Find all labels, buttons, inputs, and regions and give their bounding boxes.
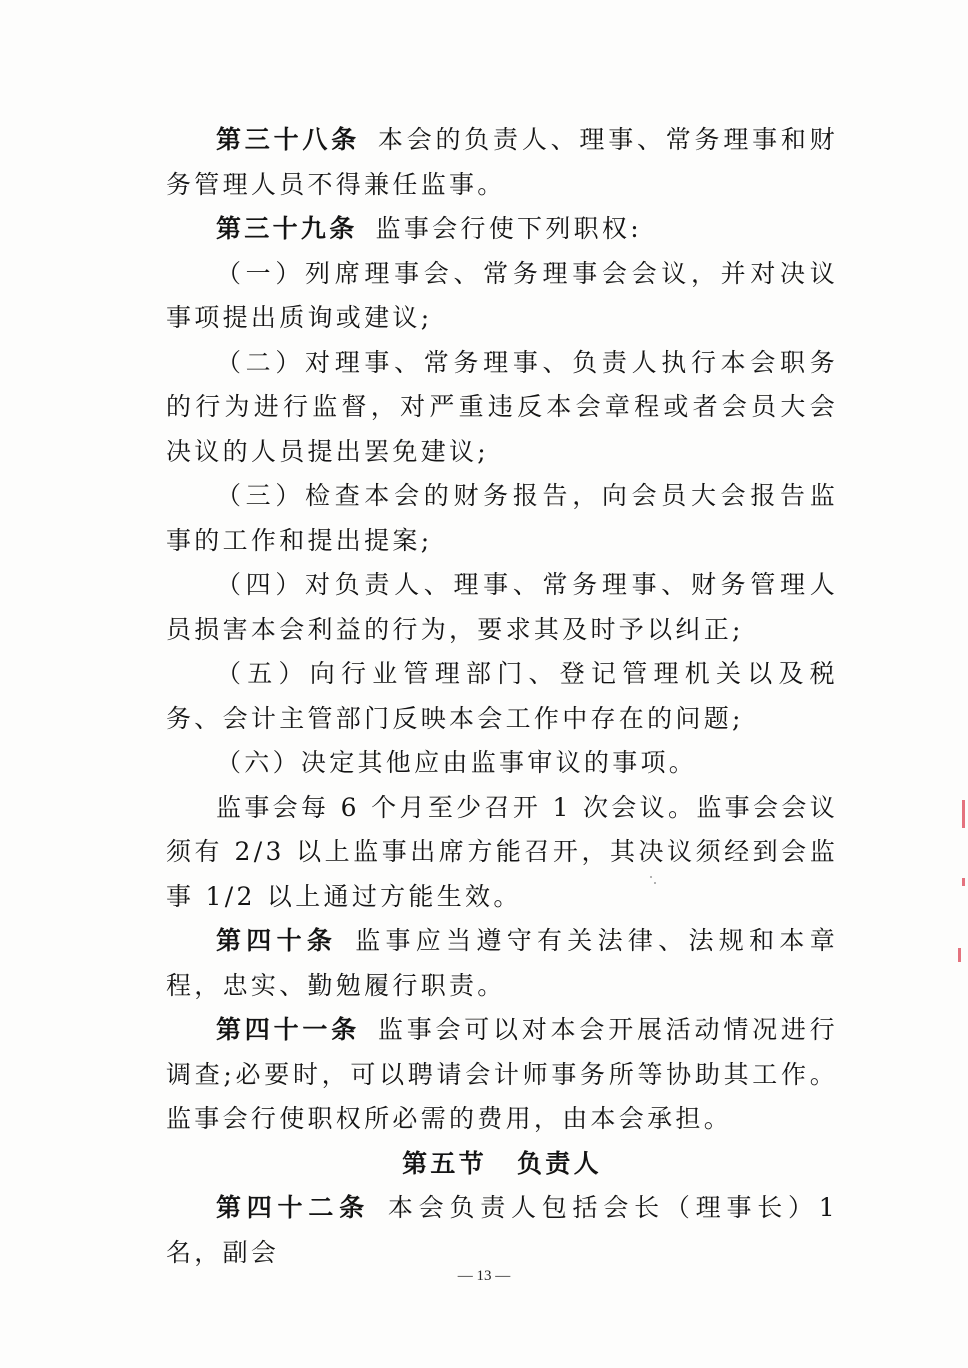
paragraph-text: （五）向行业管理部门、登记管理机关以及税务、会计主管部门反映本会工作中存在的问题;: [166, 659, 838, 733]
paragraph-text: 监事应当遵守有关法律、法规和本章程，忠实、勤勉履行职责。: [166, 926, 838, 1000]
paragraph: [166, 207, 838, 252]
paragraph-text: （一）列席理事会、常务理事会会议，并对决议事项提出质询或建议;: [166, 258, 838, 332]
scan-edge-mark: [962, 878, 965, 886]
article-number: 第四十条: [216, 926, 338, 955]
paragraph-text: 本会的负责人、理事、常务理事和财务管理人员不得兼任监事。: [166, 125, 838, 199]
paragraph: [166, 474, 838, 563]
paragraph-text: 监事会行使下列职权:: [375, 214, 642, 243]
paragraph: [166, 563, 838, 652]
scan-edge-mark: [962, 800, 965, 828]
article-number: 第四十一条: [216, 1015, 360, 1044]
paragraph: [166, 919, 838, 1008]
paragraph: [166, 252, 838, 341]
paragraph: [166, 741, 838, 786]
paragraph-text: 监事会每 6 个月至少召开 1 次会议。监事会会议须有 2/3 以上监事出席方能召开，其决议须经到会监事 1/2 以上通过方能生效。: [166, 792, 838, 911]
paragraph-text: 监事会可以对本会开展活动情况进行调查;必要时，可以聘请会计师事务所等协助其工作。监事会行使职权所必需的费用，由本会承担。: [166, 1015, 838, 1133]
paragraph-text: （六）决定其他应由监事审议的事项。: [216, 748, 698, 777]
paragraph: [166, 1186, 838, 1275]
paragraph-text: （三）检查本会的财务报告，向会员大会报告监事的工作和提出提案;: [166, 481, 838, 555]
section-heading: [166, 1142, 838, 1187]
paragraph: [166, 118, 838, 207]
scan-edge-mark: [958, 948, 961, 962]
scan-speck: [654, 882, 656, 884]
scan-speck: [650, 876, 652, 878]
page-number: — 13 —: [457, 1268, 511, 1284]
paragraph-text: （二）对理事、常务理事、负责人执行本会职务的行为进行监督，对严重违反本会章程或者会员大会决议的人员提出罢免建议;: [166, 347, 838, 466]
article-number: 第三十八条: [216, 125, 360, 154]
section-number: 第五节: [402, 1148, 487, 1178]
paragraph: [166, 786, 838, 920]
article-number: 第四十二条: [216, 1193, 370, 1222]
body-text: [166, 118, 838, 1275]
paragraph: [166, 1008, 838, 1142]
paragraph-text: 本会负责人包括会长（理事长）1 名，副会: [166, 1193, 838, 1267]
section-title: 负责人: [517, 1148, 602, 1178]
paragraph-text: （四）对负责人、理事、常务理事、财务管理人员损害本会利益的行为，要求其及时予以纠正;: [166, 570, 838, 644]
article-number: 第三十九条: [216, 214, 358, 243]
paragraph: [166, 341, 838, 475]
paragraph: [166, 652, 838, 741]
